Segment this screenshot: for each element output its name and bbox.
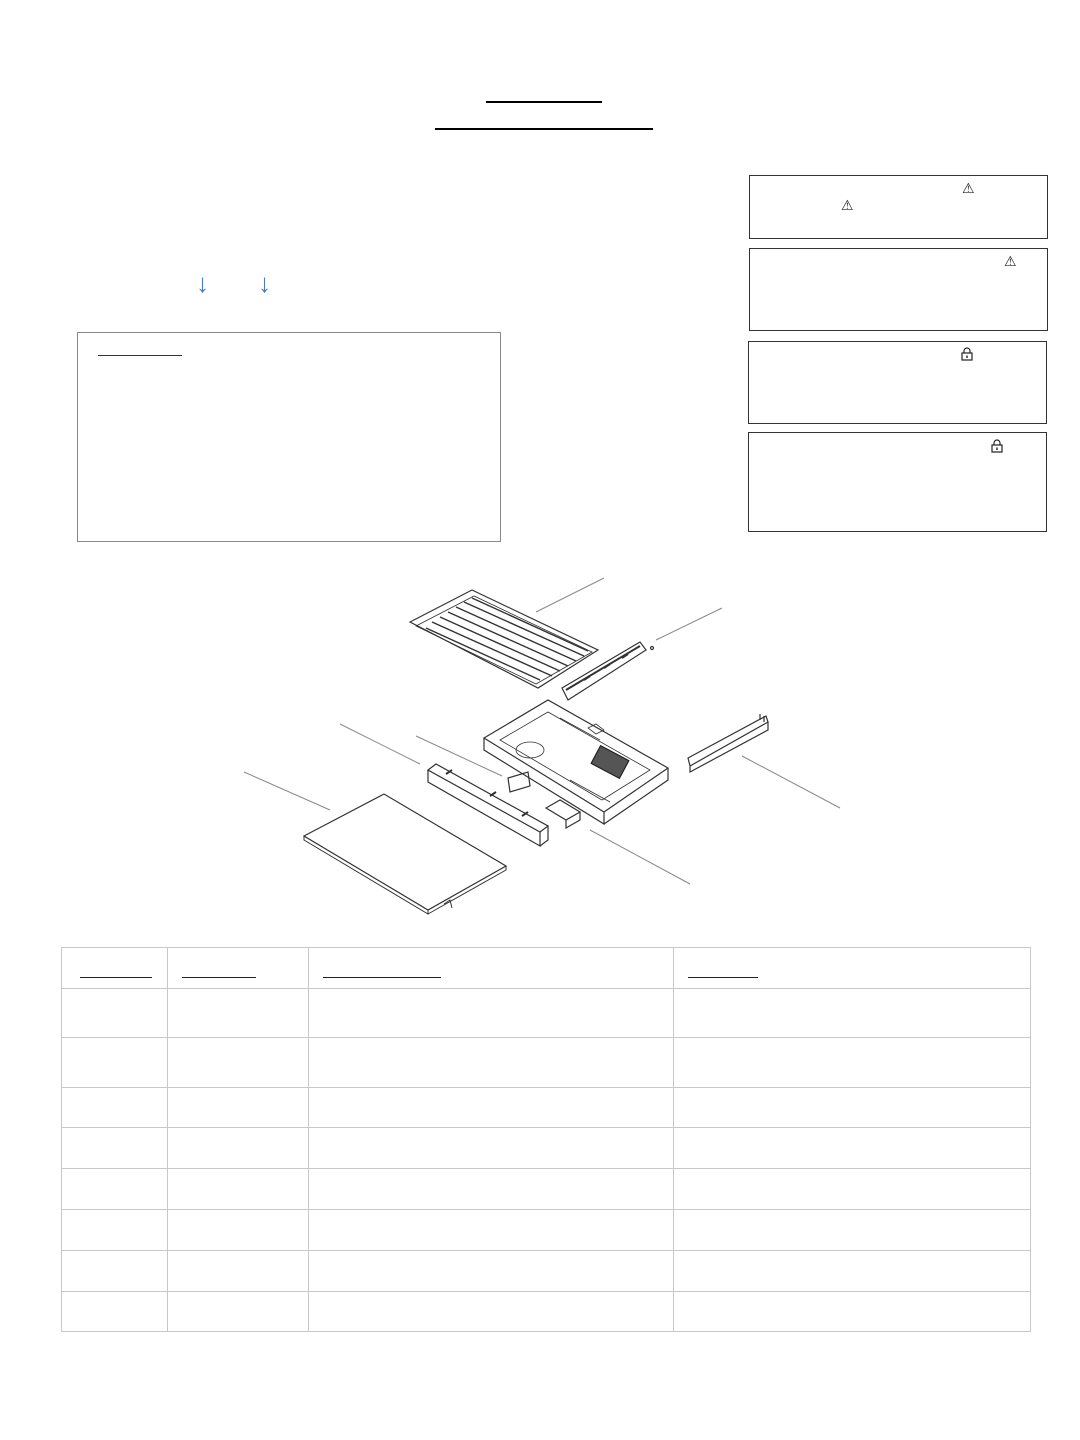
down-arrow-icon: ↓ [196,268,209,298]
rear-bracket-part [562,642,654,700]
warning-triangle-icon: ⚠ [962,180,975,196]
front-bezel-part [428,764,548,846]
table-row [62,1169,1031,1210]
table-cell [168,1251,309,1292]
table-header-cell [674,948,1031,989]
table-cell [62,1038,168,1088]
table-cell [62,1088,168,1128]
table-cell [62,1210,168,1251]
parts-table [61,947,1031,1332]
table-cell [674,1251,1031,1292]
table-cell [674,1169,1031,1210]
table-header-cell [309,948,674,989]
table-row [62,989,1031,1038]
bottom-panel-part [304,794,506,914]
table-cell [309,1038,674,1088]
warning-triangle-icon: ⚠ [1004,253,1017,269]
table-cell [62,1169,168,1210]
small-bracket-part [508,772,530,792]
table-cell [674,1088,1031,1128]
table-row [62,1128,1031,1169]
table-header-row [62,948,1031,989]
table-cell [62,989,168,1038]
table-header-cell [62,948,168,989]
table-cell [309,1088,674,1128]
table-cell [674,1292,1031,1332]
table-cell [62,1251,168,1292]
table-cell [674,989,1031,1038]
table-cell [309,1292,674,1332]
table-cell [62,1292,168,1332]
table-cell [168,1292,309,1332]
table-row [62,1251,1031,1292]
table-row [62,1210,1031,1251]
table-cell [309,1251,674,1292]
warning-triangle-icon: ⚠ [841,197,854,213]
table-cell [309,989,674,1038]
table-row [62,1088,1031,1128]
table-row [62,1292,1031,1332]
top-cover-part [410,590,598,688]
table-cell [168,1128,309,1169]
table-cell [168,1169,309,1210]
table-cell [168,1038,309,1088]
table-cell [168,989,309,1038]
table-cell [309,1128,674,1169]
table-cell [674,1038,1031,1088]
table-cell [168,1088,309,1128]
io-bracket-part [546,800,580,828]
table-cell [309,1169,674,1210]
table-cell [309,1210,674,1251]
table-header-cell [168,948,309,989]
table-cell [674,1210,1031,1251]
table-cell [674,1128,1031,1169]
table-cell [62,1128,168,1169]
down-arrow-icon: ↓ [258,268,271,298]
table-cell [168,1210,309,1251]
table-row [62,1038,1031,1088]
